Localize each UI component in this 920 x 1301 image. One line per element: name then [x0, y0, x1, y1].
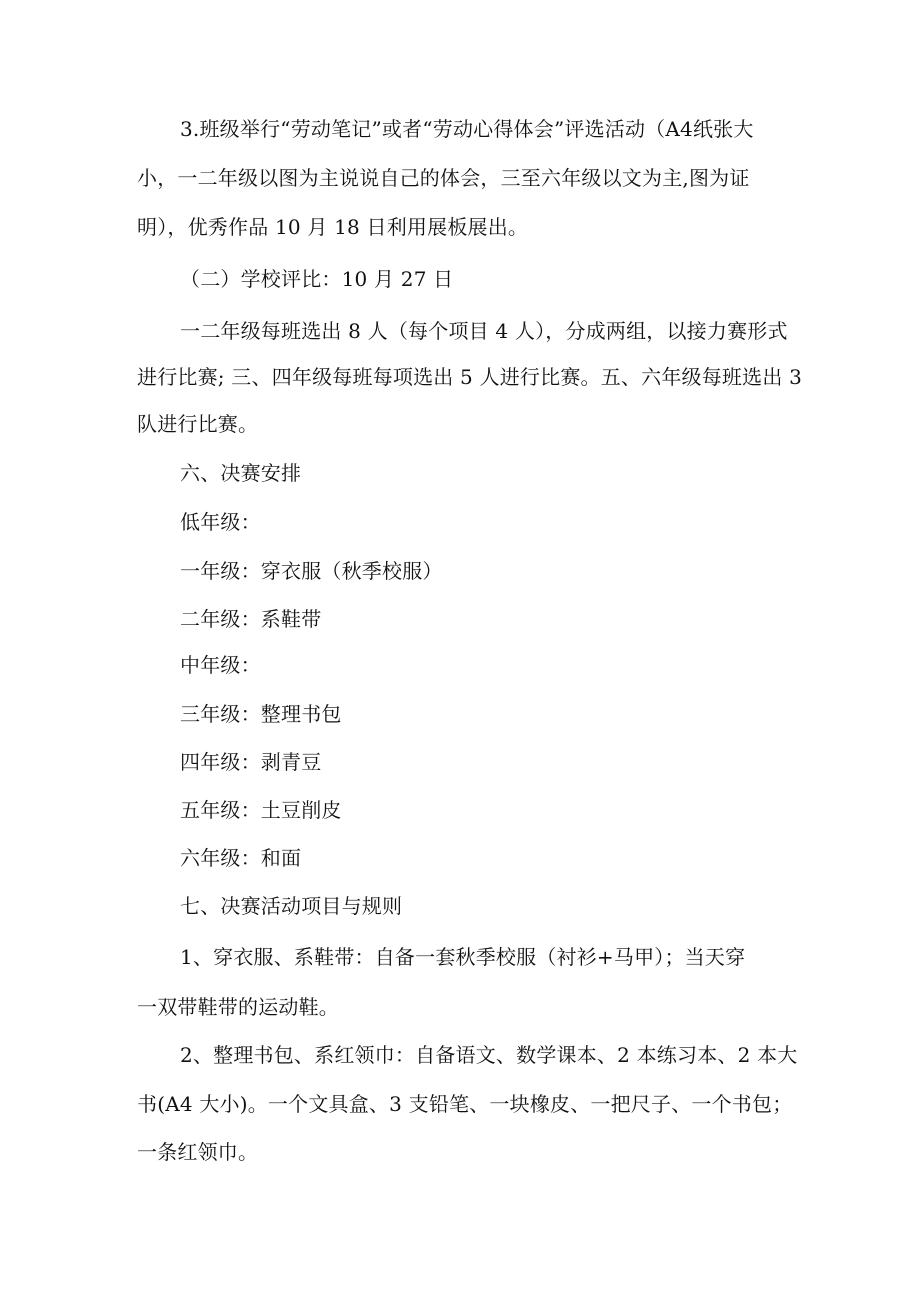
body-text-line: 五年级：土豆削皮: [180, 798, 342, 822]
body-text-line: 低年级：: [180, 510, 261, 534]
body-text-line: 三年级：整理书包: [180, 702, 342, 726]
body-text-line: 进行比赛; 三、四年级每班每项选出 5 人进行比赛。五、六年级每班选出 3: [137, 365, 803, 389]
section-heading: 六、决赛安排: [180, 461, 302, 485]
body-text-line: 队进行比赛。: [137, 412, 259, 436]
body-text-line: 小，一二年级以图为主说说自己的体会，三至六年级以文为主,图为证: [137, 166, 750, 190]
body-text-line: 3.班级举行“劳动笔记”或者“劳动心得体会”评选活动（A4纸张大: [180, 117, 754, 141]
body-text-line: 一年级：穿衣服（秋季校服）: [180, 559, 443, 583]
body-text-line: 2、整理书包、系红领巾：自备语文、数学课本、2 本练习本、2 本大: [180, 1043, 798, 1067]
body-text-line: 1、穿衣服、系鞋带：自备一套秋季校服（衬衫+马甲）；当天穿: [180, 945, 746, 969]
body-text-line: 一二年级每班选出 8 人（每个项目 4 人），分成两组，以接力赛形式: [180, 319, 788, 343]
body-text-line: 中年级：: [180, 653, 261, 677]
body-text-line: 六年级：和面: [180, 846, 302, 870]
body-text-line: 一双带鞋带的运动鞋。: [137, 995, 339, 1019]
body-text-line: 二年级：系鞋带: [180, 607, 322, 631]
body-text-line: 四年级：剥青豆: [180, 750, 322, 774]
section-heading: 七、决赛活动项目与规则: [180, 894, 403, 918]
body-text-line: 一条红领巾。: [137, 1140, 259, 1164]
body-text-line: 书(A4 大小)。一个文具盒、3 支铅笔、一块橡皮、一把尺子、一个书包；: [137, 1092, 793, 1116]
body-text-line: 明），优秀作品 10 月 18 日利用展板展出。: [137, 215, 529, 239]
section-heading: （二）学校评比：10 月 27 日: [180, 267, 454, 291]
